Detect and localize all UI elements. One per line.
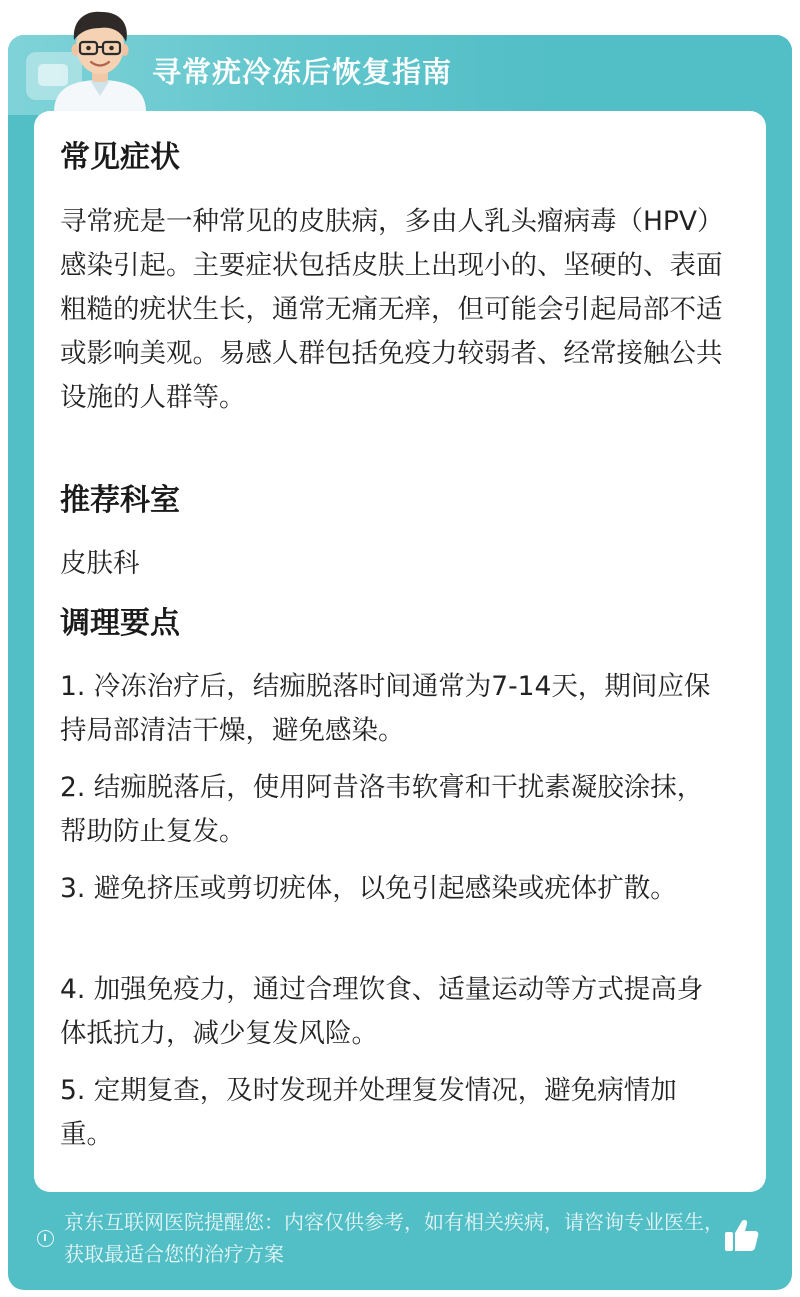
care-point-5: 5. 定期复查，及时发现并处理复发情况，避免病情加重。 [60, 1075, 677, 1150]
care-point-2: 2. 结痂脱落后，使用阿昔洛韦软膏和干扰素凝胶涂抹，帮助防止复发。 [60, 772, 704, 847]
doctor-avatar [40, 4, 160, 112]
content-card [34, 111, 766, 1192]
care-point-3: 3. 避免挤压或剪切疣体，以免引起感染或疣体扩散。 [60, 873, 677, 904]
footer-notice: 京东互联网医院提醒您：内容仅供参考，如有相关疾病，请咨询专业医生，获取最适合您的治疗方案 [64, 1210, 724, 1266]
thumbs-up-icon[interactable] [724, 1218, 760, 1252]
page-title: 寻常疣冷冻后恢复指南 [152, 55, 453, 89]
section-heading-department: 推荐科室 [60, 483, 180, 518]
info-icon [37, 1230, 54, 1247]
care-point-1: 1. 冷冻治疗后，结痂脱落时间通常为7-14天，期间应保持局部清洁干燥，避免感染。 [60, 671, 711, 746]
section-heading-symptoms: 常见症状 [60, 140, 180, 175]
symptoms-paragraph: 寻常疣是一种常见的皮肤病，多由人乳头瘤病毒（HPV）感染引起。主要症状包括皮肤上出现小的、坚硬的、表面粗糙的疣状生长，通常无痛无痒，但可能会引起局部不适或影响美观。易感人群包括免疫力较弱者、经常接触公共设施的人群等。 [60, 206, 724, 413]
department-paragraph: 皮肤科 [60, 548, 140, 579]
care-point-4: 4. 加强免疫力，通过合理饮食、适量运动等方式提高身体抵抗力，减少复发风险。 [60, 974, 704, 1049]
section-heading-care-points: 调理要点 [60, 606, 180, 641]
